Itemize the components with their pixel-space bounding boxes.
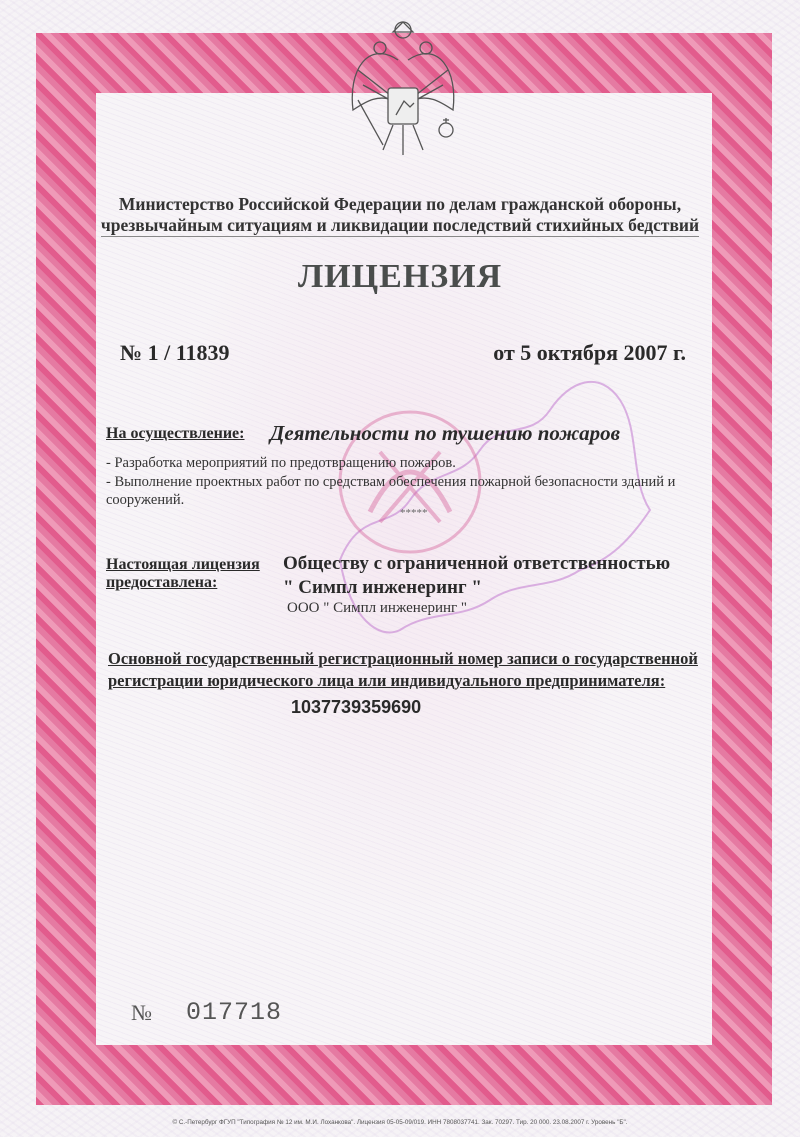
- ogrn-value: 1037739359690: [291, 697, 422, 717]
- activity-label: На осуществление:: [106, 425, 245, 442]
- licensee-label-line-2: предоставлена:: [106, 574, 218, 591]
- license-date: от 5 октября 2007 г.: [493, 340, 686, 365]
- serial-prefix: №: [131, 1000, 152, 1025]
- activity-item: - Выполнение проектных работ по средствам обеспечения пожарной безопасности зданий и: [106, 474, 676, 490]
- ogrn-label: [108, 648, 698, 692]
- separator-stars: *****: [400, 507, 428, 519]
- licensee-short-name: ООО " Симпл инженеринг ": [287, 600, 468, 616]
- ministry-heading: [0, 194, 800, 237]
- ministry-line-1: Министерство Российской Федерации по делам гражданской обороны,: [118, 194, 682, 214]
- licensee-name-line-1: Обществу с ограниченной ответственностью: [283, 553, 671, 574]
- printer-footer: © С.-Петербург ФГУП "Типография № 12 им. М.И. Лоханкова". Лицензия 05-05-09/019. ИНН 7808037741. Зак. 70297. Тир. 20 000. 23.08.2007 г. Уровень "Б".: [172, 1119, 628, 1126]
- activity-item: сооружений.: [106, 492, 185, 508]
- license-number: № 1 / 11839: [120, 340, 230, 365]
- ogrn-label-line-1: Основной государственный регистрационный номер записи о государственной: [108, 649, 698, 668]
- russian-coat-of-arms-icon: [338, 0, 468, 158]
- ministry-line-2: чрезвычайным ситуациям и ликвидации последствий стихийных бедствий: [100, 215, 700, 235]
- licensee-label-line-1: Настоящая лицензия: [106, 556, 260, 573]
- licensee-name-line-2: " Симпл инженеринг ": [283, 577, 482, 598]
- activity-value: Деятельности по тушению пожаров: [270, 421, 621, 445]
- serial-number: 017718: [186, 998, 283, 1027]
- ogrn-label-line-2: регистрации юридического лица или индивидуального предпринимателя:: [108, 671, 666, 690]
- activity-item: - Разработка мероприятий по предотвращению пожаров.: [106, 455, 456, 471]
- document-title: ЛИЦЕНЗИЯ: [297, 258, 503, 295]
